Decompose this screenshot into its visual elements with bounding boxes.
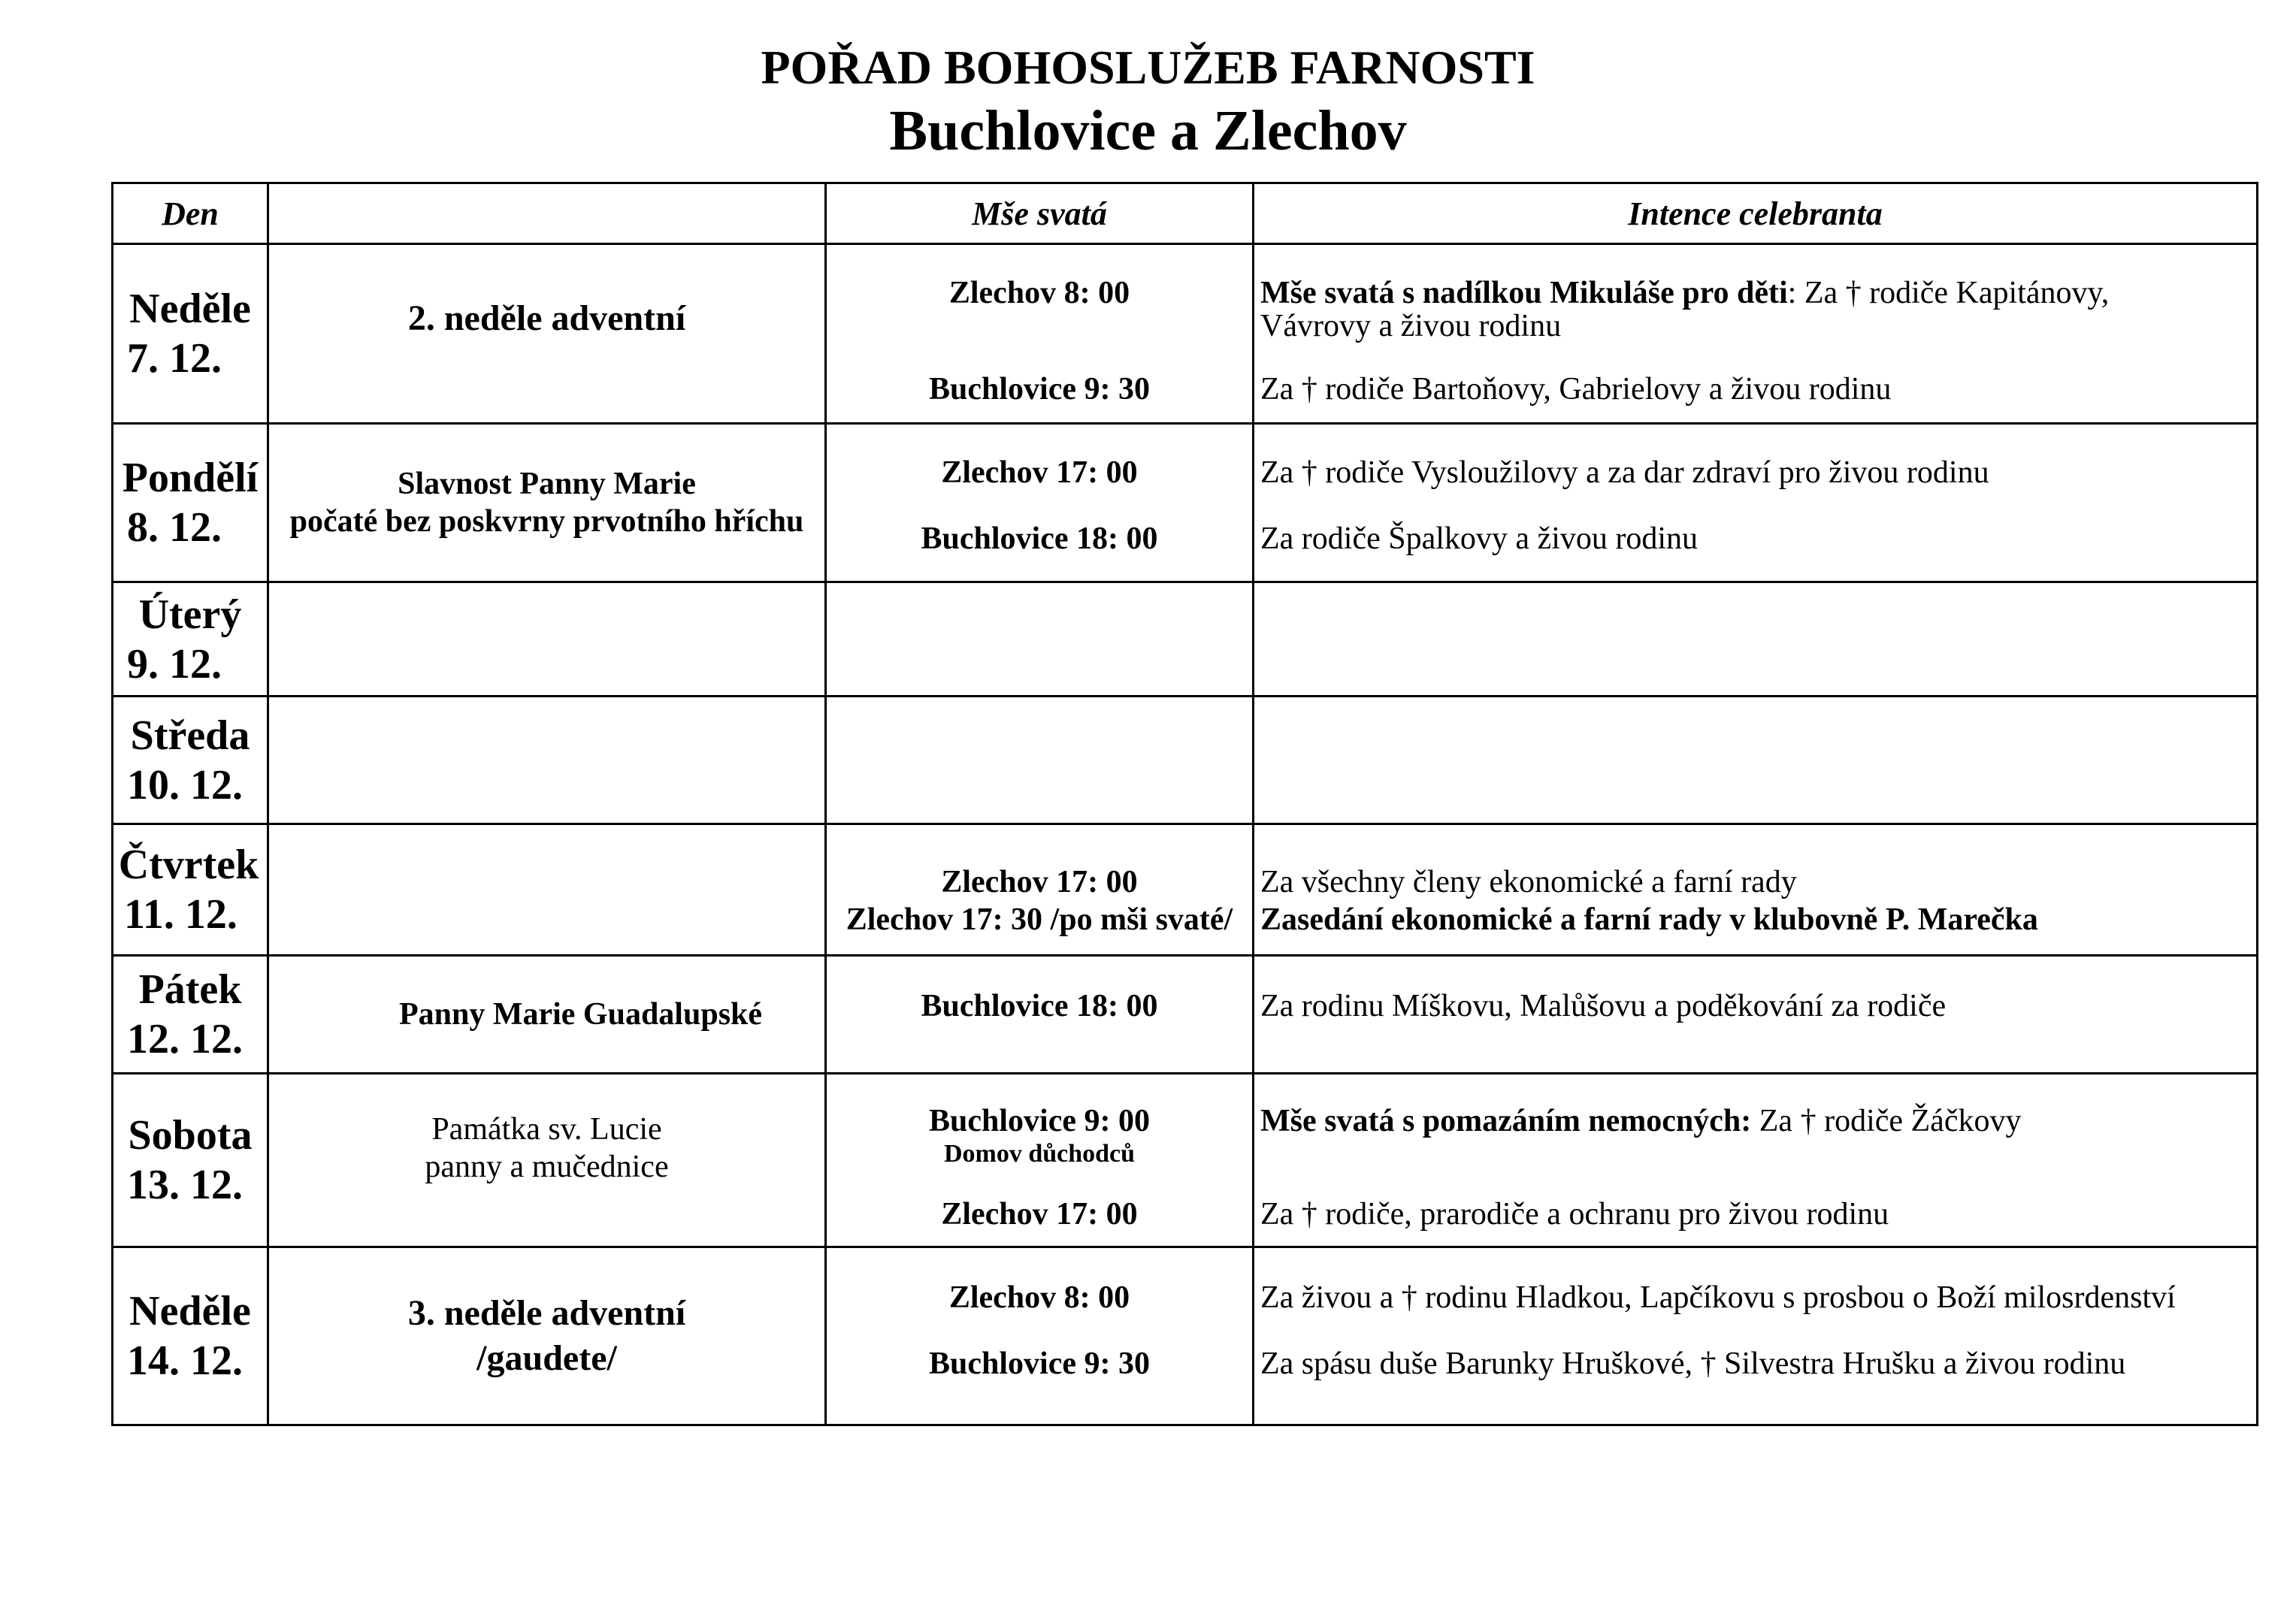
- mass-cell: [826, 582, 1254, 697]
- feast-cell: [268, 956, 826, 1074]
- mass-cell: [826, 956, 1254, 1074]
- table-row: [113, 824, 2258, 956]
- mass-cell: [826, 244, 1254, 424]
- table-row: [113, 956, 2258, 1074]
- mass-location: Domov důchodců: [943, 1140, 1136, 1168]
- day-name: Úterý: [138, 591, 242, 638]
- mass-time: Buchlovice 9: 30: [929, 372, 1150, 407]
- day-date: 9. 12.: [127, 640, 222, 688]
- intention-line: Za † rodiče, prarodiče a ochranu pro živou rodinu: [1260, 1197, 1889, 1232]
- day-cell: [113, 244, 268, 424]
- mass-cell: [826, 824, 1254, 956]
- day-name: Sobota: [128, 1112, 253, 1159]
- table-row: [113, 424, 2258, 582]
- intention-cell: [1254, 582, 2258, 697]
- title-line-2: Buchlovice a Zlechov: [889, 99, 1407, 162]
- mass-cell: [826, 1247, 1254, 1425]
- page-title: [0, 39, 2296, 165]
- day-cell: [113, 582, 268, 697]
- mass-time: Zlechov 17: 30 /po mši svaté/: [845, 902, 1233, 937]
- day-date: 12. 12.: [127, 1016, 243, 1062]
- intention-cell: [1254, 1247, 2258, 1425]
- header-feast: [268, 183, 826, 244]
- intention-line: Mše svatá s nadílkou Mikuláše pro děti: Za † rodiče Kapitánovy,: [1260, 276, 2110, 310]
- feast-cell: [268, 1247, 826, 1425]
- feast-line: Panny Marie Guadalupské: [398, 997, 763, 1032]
- intention-cell: [1254, 244, 2258, 424]
- day-date: 13. 12.: [127, 1162, 243, 1208]
- day-name: Středa: [130, 712, 250, 759]
- day-name: Neděle: [129, 1288, 251, 1334]
- feast-line: panny a mučednice: [425, 1150, 669, 1184]
- feast-line: 2. neděle adventní: [407, 298, 686, 338]
- feast-line: 3. neděle adventní: [407, 1293, 686, 1333]
- day-date: 14. 12.: [127, 1337, 243, 1384]
- header-mass: Mše svatá: [826, 183, 1254, 244]
- day-date: 8. 12.: [127, 504, 222, 551]
- mass-cell: [826, 1074, 1254, 1247]
- intention-line: Vávrovy a živou rodinu: [1260, 309, 1562, 343]
- mass-time: Zlechov 17: 00: [941, 865, 1138, 899]
- mass-time: Zlechov 17: 00: [941, 1197, 1138, 1232]
- day-date: 7. 12.: [127, 335, 222, 382]
- schedule-table: [111, 182, 2258, 1426]
- day-cell: [113, 824, 268, 956]
- day-name: Pondělí: [122, 455, 259, 501]
- mass-cell: [826, 424, 1254, 582]
- intention-line: Mše svatá s pomazáním nemocných: Za † rodiče Žáčkovy: [1260, 1104, 2022, 1138]
- intention-cell: [1254, 424, 2258, 582]
- mass-cell: [826, 697, 1254, 824]
- mass-time: Buchlovice 9: 00: [929, 1104, 1150, 1138]
- day-cell: [113, 956, 268, 1074]
- mass-time: Buchlovice 18: 00: [921, 521, 1158, 556]
- table-row: [113, 244, 2258, 424]
- day-date: 11. 12.: [124, 891, 237, 938]
- mass-time: Buchlovice 9: 30: [929, 1346, 1150, 1381]
- table-row: [113, 582, 2258, 697]
- intention-cell: [1254, 956, 2258, 1074]
- header-day: Den: [113, 183, 268, 244]
- mass-time: Zlechov 8: 00: [948, 276, 1130, 310]
- day-name: Neděle: [129, 286, 251, 332]
- header-intention: Intence celebranta: [1254, 183, 2258, 244]
- intention-line: Za † rodiče Vysloužilovy a za dar zdraví pro živou rodinu: [1260, 455, 1989, 490]
- feast-cell: [268, 244, 826, 424]
- intention-line: Za rodinu Míškovu, Malůšovu a poděkování za rodiče: [1260, 989, 1947, 1023]
- table-row: [113, 1074, 2258, 1247]
- mass-time: Buchlovice 18: 00: [921, 989, 1158, 1023]
- feast-line: Slavnost Panny Marie: [398, 467, 696, 501]
- day-date: 10. 12.: [127, 761, 243, 808]
- intention-line: Za živou a † rodinu Hladkou, Lapčíkovu s prosbou o Boží milosrdenství: [1260, 1280, 2176, 1315]
- feast-cell: [268, 1074, 826, 1247]
- day-cell: [113, 1074, 268, 1247]
- table-row: [113, 697, 2258, 824]
- day-cell: [113, 697, 268, 824]
- feast-cell: [268, 424, 826, 582]
- table-row: [113, 1247, 2258, 1425]
- feast-cell: [268, 824, 826, 956]
- day-name: Čtvrtek: [118, 842, 259, 888]
- intention-cell: [1254, 824, 2258, 956]
- intention-line: Za spásu duše Barunky Hruškové, † Silvestra Hrušku a živou rodinu: [1260, 1346, 2126, 1381]
- intention-cell: [1254, 697, 2258, 824]
- feast-line: počaté bez poskvrny prvotního hříchu: [289, 504, 804, 539]
- feast-cell: [268, 582, 826, 697]
- mass-time: Zlechov 8: 00: [948, 1280, 1130, 1315]
- feast-line: Památka sv. Lucie: [431, 1112, 662, 1147]
- intention-line: Za rodiče Špalkovy a živou rodinu: [1260, 521, 1699, 556]
- day-cell: [113, 1247, 268, 1425]
- header-row: [113, 183, 2258, 244]
- feast-line: /gaudete/: [476, 1338, 617, 1378]
- feast-cell: [268, 697, 826, 824]
- day-cell: [113, 424, 268, 582]
- day-name: Pátek: [138, 966, 242, 1013]
- intention-line: Za † rodiče Bartoňovy, Gabrielovy a živou rodinu: [1260, 372, 1892, 407]
- intention-line: Za všechny členy ekonomické a farní rady: [1260, 865, 1797, 899]
- intention-line: Zasedání ekonomické a farní rady v klubovně P. Marečka: [1260, 902, 2038, 937]
- title-line-1: POŘAD BOHOSLUŽEB FARNOSTI: [761, 41, 1535, 94]
- intention-cell: [1254, 1074, 2258, 1247]
- mass-time: Zlechov 17: 00: [941, 455, 1138, 490]
